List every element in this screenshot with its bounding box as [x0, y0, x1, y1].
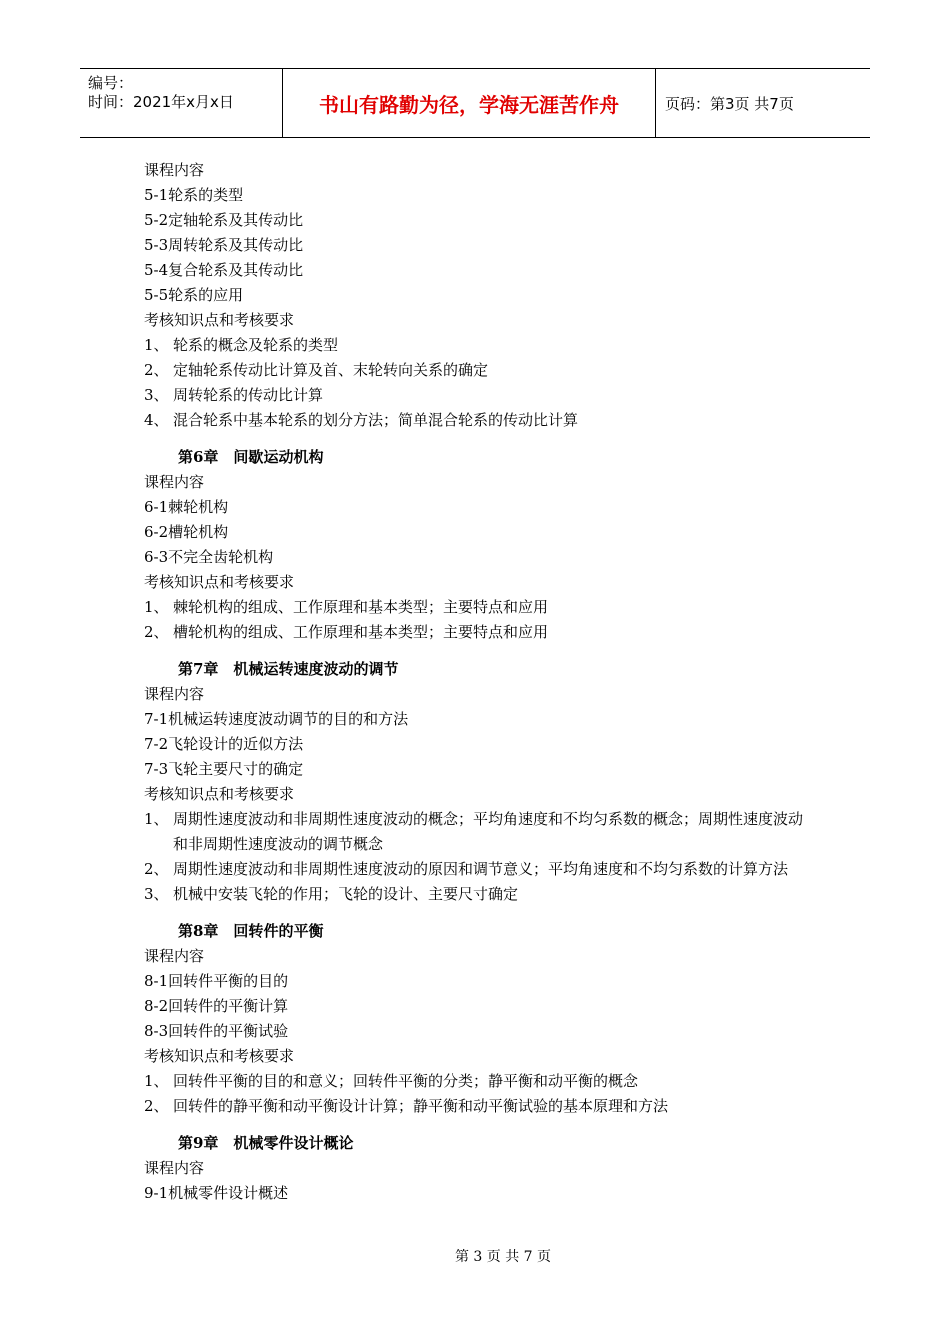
topic-item: 9-1机械零件设计概述 — [144, 1184, 289, 1202]
time-label: 时间：2021年x月x日 — [88, 93, 234, 111]
chapter-7-section — [144, 657, 814, 907]
chapter-title: 第7章 机械运转速度波动的调节 — [178, 660, 399, 678]
chapter-9-section — [144, 1131, 814, 1206]
requirement-item: 1、 周期性速度波动和非周期性速度波动的概念；平均角速度和不均匀系数的概念；周期性速度波动和非周期性速度波动的调节概念 — [144, 810, 804, 853]
requirement-item: 2、 回转件的静平衡和动平衡设计计算；静平衡和动平衡试验的基本原理和方法 — [144, 1097, 669, 1115]
course-content-label: 课程内容 — [144, 473, 205, 491]
topic-item: 8-2回转件的平衡计算 — [144, 997, 289, 1015]
header-page-label: 页码：第3页 共7页 — [665, 94, 794, 113]
page-footer — [0, 1246, 950, 1266]
course-content-label: 课程内容 — [144, 685, 205, 703]
header-motto — [282, 69, 656, 137]
requirement-item: 2、 定轴轮系传动比计算及首、末轮转向关系的确定 — [144, 361, 489, 379]
chapter-title: 第9章 机械零件设计概论 — [178, 1134, 354, 1152]
chapter-title: 第8章 回转件的平衡 — [178, 922, 324, 940]
requirement-item: 2、 周期性速度波动和非周期性速度波动的原因和调节意义；平均角速度和不均匀系数的计算方法 — [144, 860, 789, 878]
requirements-label: 考核知识点和考核要求 — [144, 1047, 295, 1065]
topic-item: 5-4复合轮系及其传动比 — [144, 261, 304, 279]
course-content-label: 课程内容 — [144, 1159, 205, 1177]
requirement-item: 3、 机械中安装飞轮的作用；飞轮的设计、主要尺寸确定 — [144, 885, 519, 903]
requirements-label: 考核知识点和考核要求 — [144, 573, 295, 591]
page-header — [80, 68, 870, 138]
chapter-title: 第6章 间歇运动机构 — [178, 448, 324, 466]
topic-item: 5-2定轴轮系及其传动比 — [144, 211, 304, 229]
topic-item: 8-1回转件平衡的目的 — [144, 972, 289, 990]
course-content-label: 课程内容 — [144, 947, 205, 965]
topic-item: 5-5轮系的应用 — [144, 286, 244, 304]
requirement-item: 2、 槽轮机构的组成、工作原理和基本类型；主要特点和应用 — [144, 623, 549, 641]
requirement-item: 1、 轮系的概念及轮系的类型 — [144, 336, 339, 354]
chapter-6-section — [144, 445, 814, 645]
topic-item: 5-3周转轮系及其传动比 — [144, 236, 304, 254]
requirement-item: 1、 棘轮机构的组成、工作原理和基本类型；主要特点和应用 — [144, 598, 549, 616]
number-label: 编号： — [88, 74, 134, 92]
topic-item: 5-1轮系的类型 — [144, 186, 244, 204]
chapter-8-section — [144, 919, 814, 1119]
topic-item: 6-3不完全齿轮机构 — [144, 548, 274, 566]
document-body — [144, 158, 814, 1206]
requirement-item: 4、 混合轮系中基本轮系的划分方法；简单混合轮系的传动比计算 — [144, 411, 579, 429]
topic-item: 7-3飞轮主要尺寸的确定 — [144, 760, 304, 778]
topic-item: 6-1棘轮机构 — [144, 498, 229, 516]
topic-item: 7-2飞轮设计的近似方法 — [144, 735, 304, 753]
topic-item: 8-3回转件的平衡试验 — [144, 1022, 289, 1040]
requirement-item: 1、 回转件平衡的目的和意义；回转件平衡的分类；静平衡和动平衡的概念 — [144, 1072, 639, 1090]
header-meta — [80, 69, 282, 137]
chapter-5-section — [144, 158, 814, 433]
topic-item: 6-2槽轮机构 — [144, 523, 229, 541]
topic-item: 7-1机械运转速度波动调节的目的和方法 — [144, 710, 409, 728]
requirement-item: 3、 周转轮系的传动比计算 — [144, 386, 324, 404]
course-content-label: 课程内容 — [144, 161, 205, 179]
requirements-label: 考核知识点和考核要求 — [144, 311, 295, 329]
motto-text: 书山有路勤为径，学海无涯苦作舟 — [319, 92, 619, 117]
requirements-label: 考核知识点和考核要求 — [144, 785, 295, 803]
footer-page-number: 第 3 页 共 7 页 — [454, 1249, 552, 1265]
